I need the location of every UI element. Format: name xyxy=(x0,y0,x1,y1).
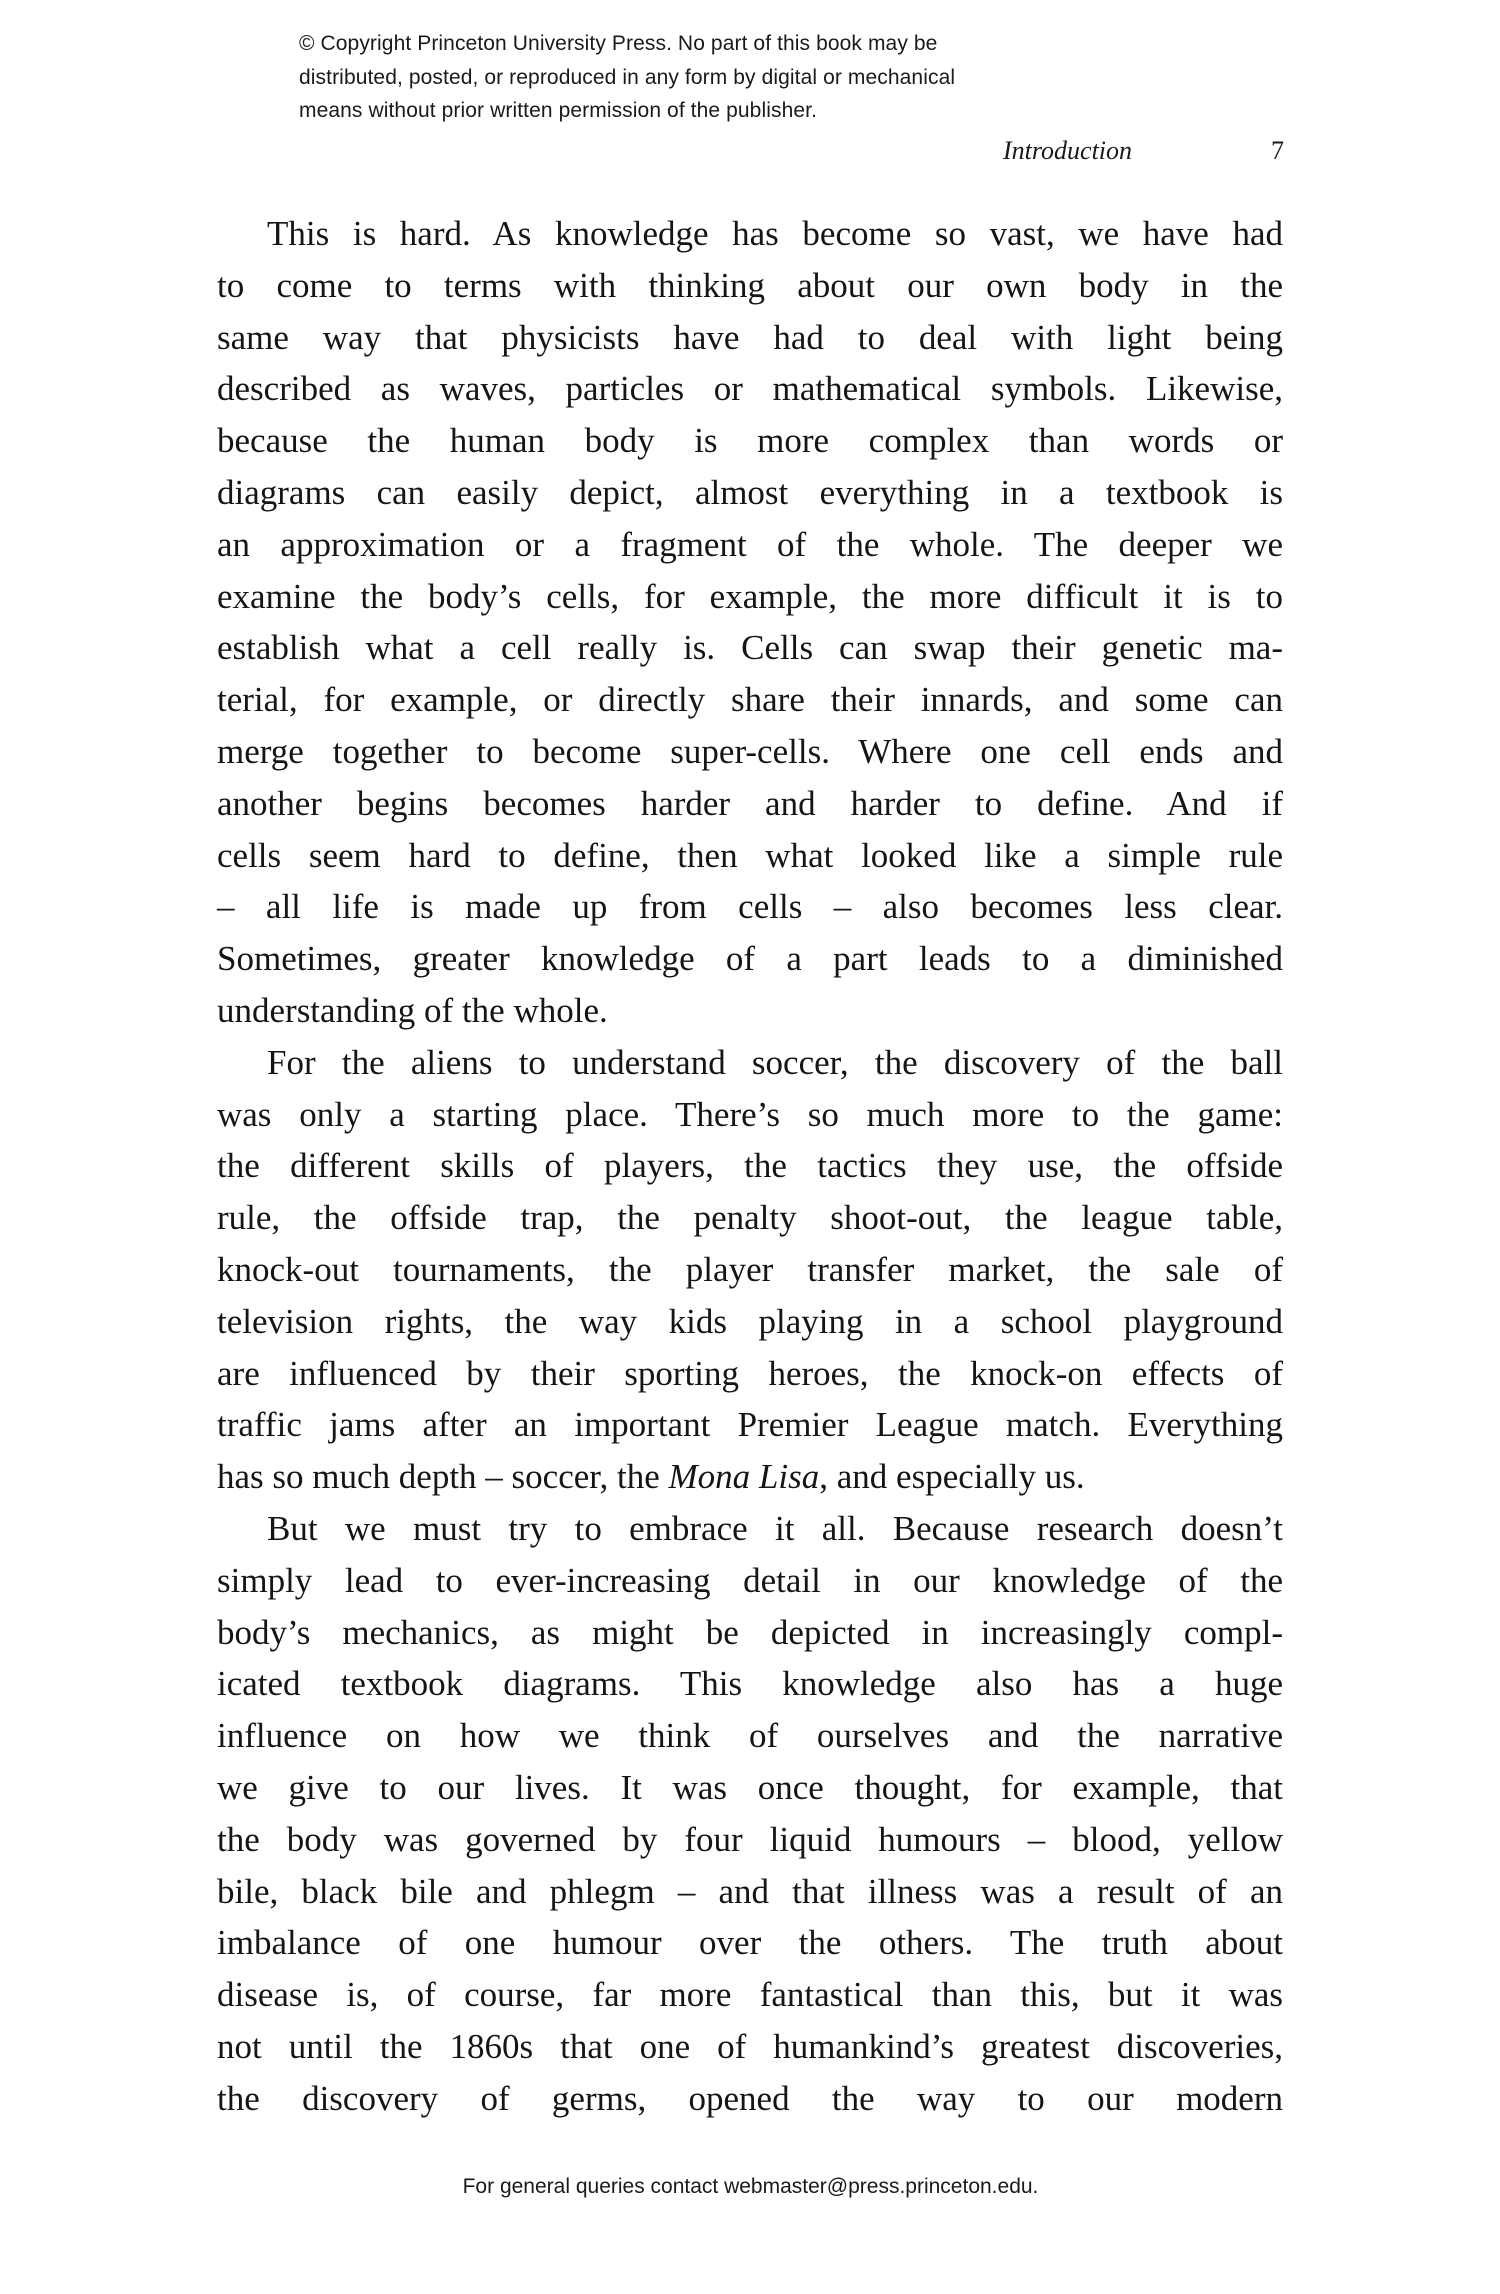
text-line: – all life is made up from cells – also becomes less clear. xyxy=(217,887,1283,927)
text-line: simply lead to ever-increasing detail in our knowledge of the xyxy=(217,1560,1283,1600)
text-line: are influenced by their sporting heroes, the knock-on effects of xyxy=(217,1353,1283,1393)
paragraph xyxy=(217,1503,1283,2125)
text-line: disease is, of course, far more fantastical than this, but it was xyxy=(217,1975,1283,2015)
text-line: an approximation or a fragment of the whole. The deeper we xyxy=(217,524,1283,564)
text-line: bile, black bile and phlegm – and that illness was a result of an xyxy=(217,1871,1283,1911)
text-line: icated textbook diagrams. This knowledge also has a huge xyxy=(217,1664,1283,1704)
text-line: was only a starting place. There’s so much more to the game: xyxy=(217,1094,1283,1134)
paragraph xyxy=(217,208,1283,1037)
text-line: another begins becomes harder and harder to define. And if xyxy=(217,783,1283,823)
text-line: imbalance of one humour over the others. The truth about xyxy=(217,1923,1283,1963)
text-line: diagrams can easily depict, almost everything in a textbook is xyxy=(217,472,1283,512)
text-line: traffic jams after an important Premier League match. Everything xyxy=(217,1405,1283,1445)
body-text xyxy=(217,208,1283,2124)
text-line: body’s mechanics, as might be depicted in increasingly compl- xyxy=(217,1612,1283,1652)
text-line: to come to terms with thinking about our own body in the xyxy=(217,265,1283,305)
copyright-line: means without prior written permission of the publisher. xyxy=(299,99,818,122)
text-line: merge together to become super-cells. Where one cell ends and xyxy=(217,731,1283,771)
text-line: the discovery of germs, opened the way to our modern xyxy=(217,2078,1283,2118)
text-line: not until the 1860s that one of humankind’s greatest discoveries, xyxy=(217,2026,1283,2066)
text-line: terial, for example, or directly share their innards, and some can xyxy=(217,680,1283,720)
text-line: But we must try to embrace it all. Because research doesn’t xyxy=(267,1508,1283,1548)
paragraph xyxy=(217,1037,1283,1503)
text-segment: has so much depth – soccer, the xyxy=(217,1457,669,1497)
running-head: Introduction xyxy=(1003,136,1133,165)
text-line: because the human body is more complex than words or xyxy=(217,421,1283,461)
text-line: the different skills of players, the tactics they use, the offside xyxy=(217,1146,1283,1186)
text-line: rule, the offside trap, the penalty shoot-out, the league table, xyxy=(217,1198,1283,1238)
footer-text: For general queries contact webmaster@press.princeton.edu. xyxy=(462,2175,1039,2198)
copyright-notice xyxy=(299,27,1199,128)
text-line: establish what a cell really is. Cells can swap their genetic ma- xyxy=(217,628,1283,668)
text-line: For the aliens to understand soccer, the discovery of the ball xyxy=(267,1042,1283,1082)
text-line: we give to our lives. It was once thought, for example, that xyxy=(217,1767,1283,1807)
text-segment: , and especially us. xyxy=(819,1457,1085,1497)
text-line xyxy=(217,1451,1283,1503)
italic-title: Mona Lisa xyxy=(668,1457,820,1497)
copyright-line: distributed, posted, or reproduced in any form by digital or mechanical xyxy=(299,65,956,89)
text-line: the body was governed by four liquid humours – blood, yellow xyxy=(217,1819,1283,1859)
footer-contact xyxy=(0,2172,1500,2202)
text-line: same way that physicists have had to deal with light being xyxy=(217,317,1283,357)
text-line: cells seem hard to define, then what looked like a simple rule xyxy=(217,835,1283,875)
page-number: 7 xyxy=(1271,136,1284,165)
text-line: television rights, the way kids playing in a school playground xyxy=(217,1301,1283,1341)
text-line: described as waves, particles or mathematical symbols. Likewise, xyxy=(217,369,1283,409)
text-line: Sometimes, greater knowledge of a part leads to a diminished xyxy=(217,939,1283,979)
text-line: knock-out tournaments, the player transfer market, the sale of xyxy=(217,1249,1283,1289)
text-line: understanding of the whole. xyxy=(217,990,608,1030)
text-line: This is hard. As knowledge has become so vast, we have had xyxy=(267,214,1283,253)
copyright-line: © Copyright Princeton University Press. No part of this book may be xyxy=(299,32,938,55)
text-line: examine the body’s cells, for example, the more difficult it is to xyxy=(217,576,1283,616)
text-line: influence on how we think of ourselves and the narrative xyxy=(217,1716,1283,1756)
